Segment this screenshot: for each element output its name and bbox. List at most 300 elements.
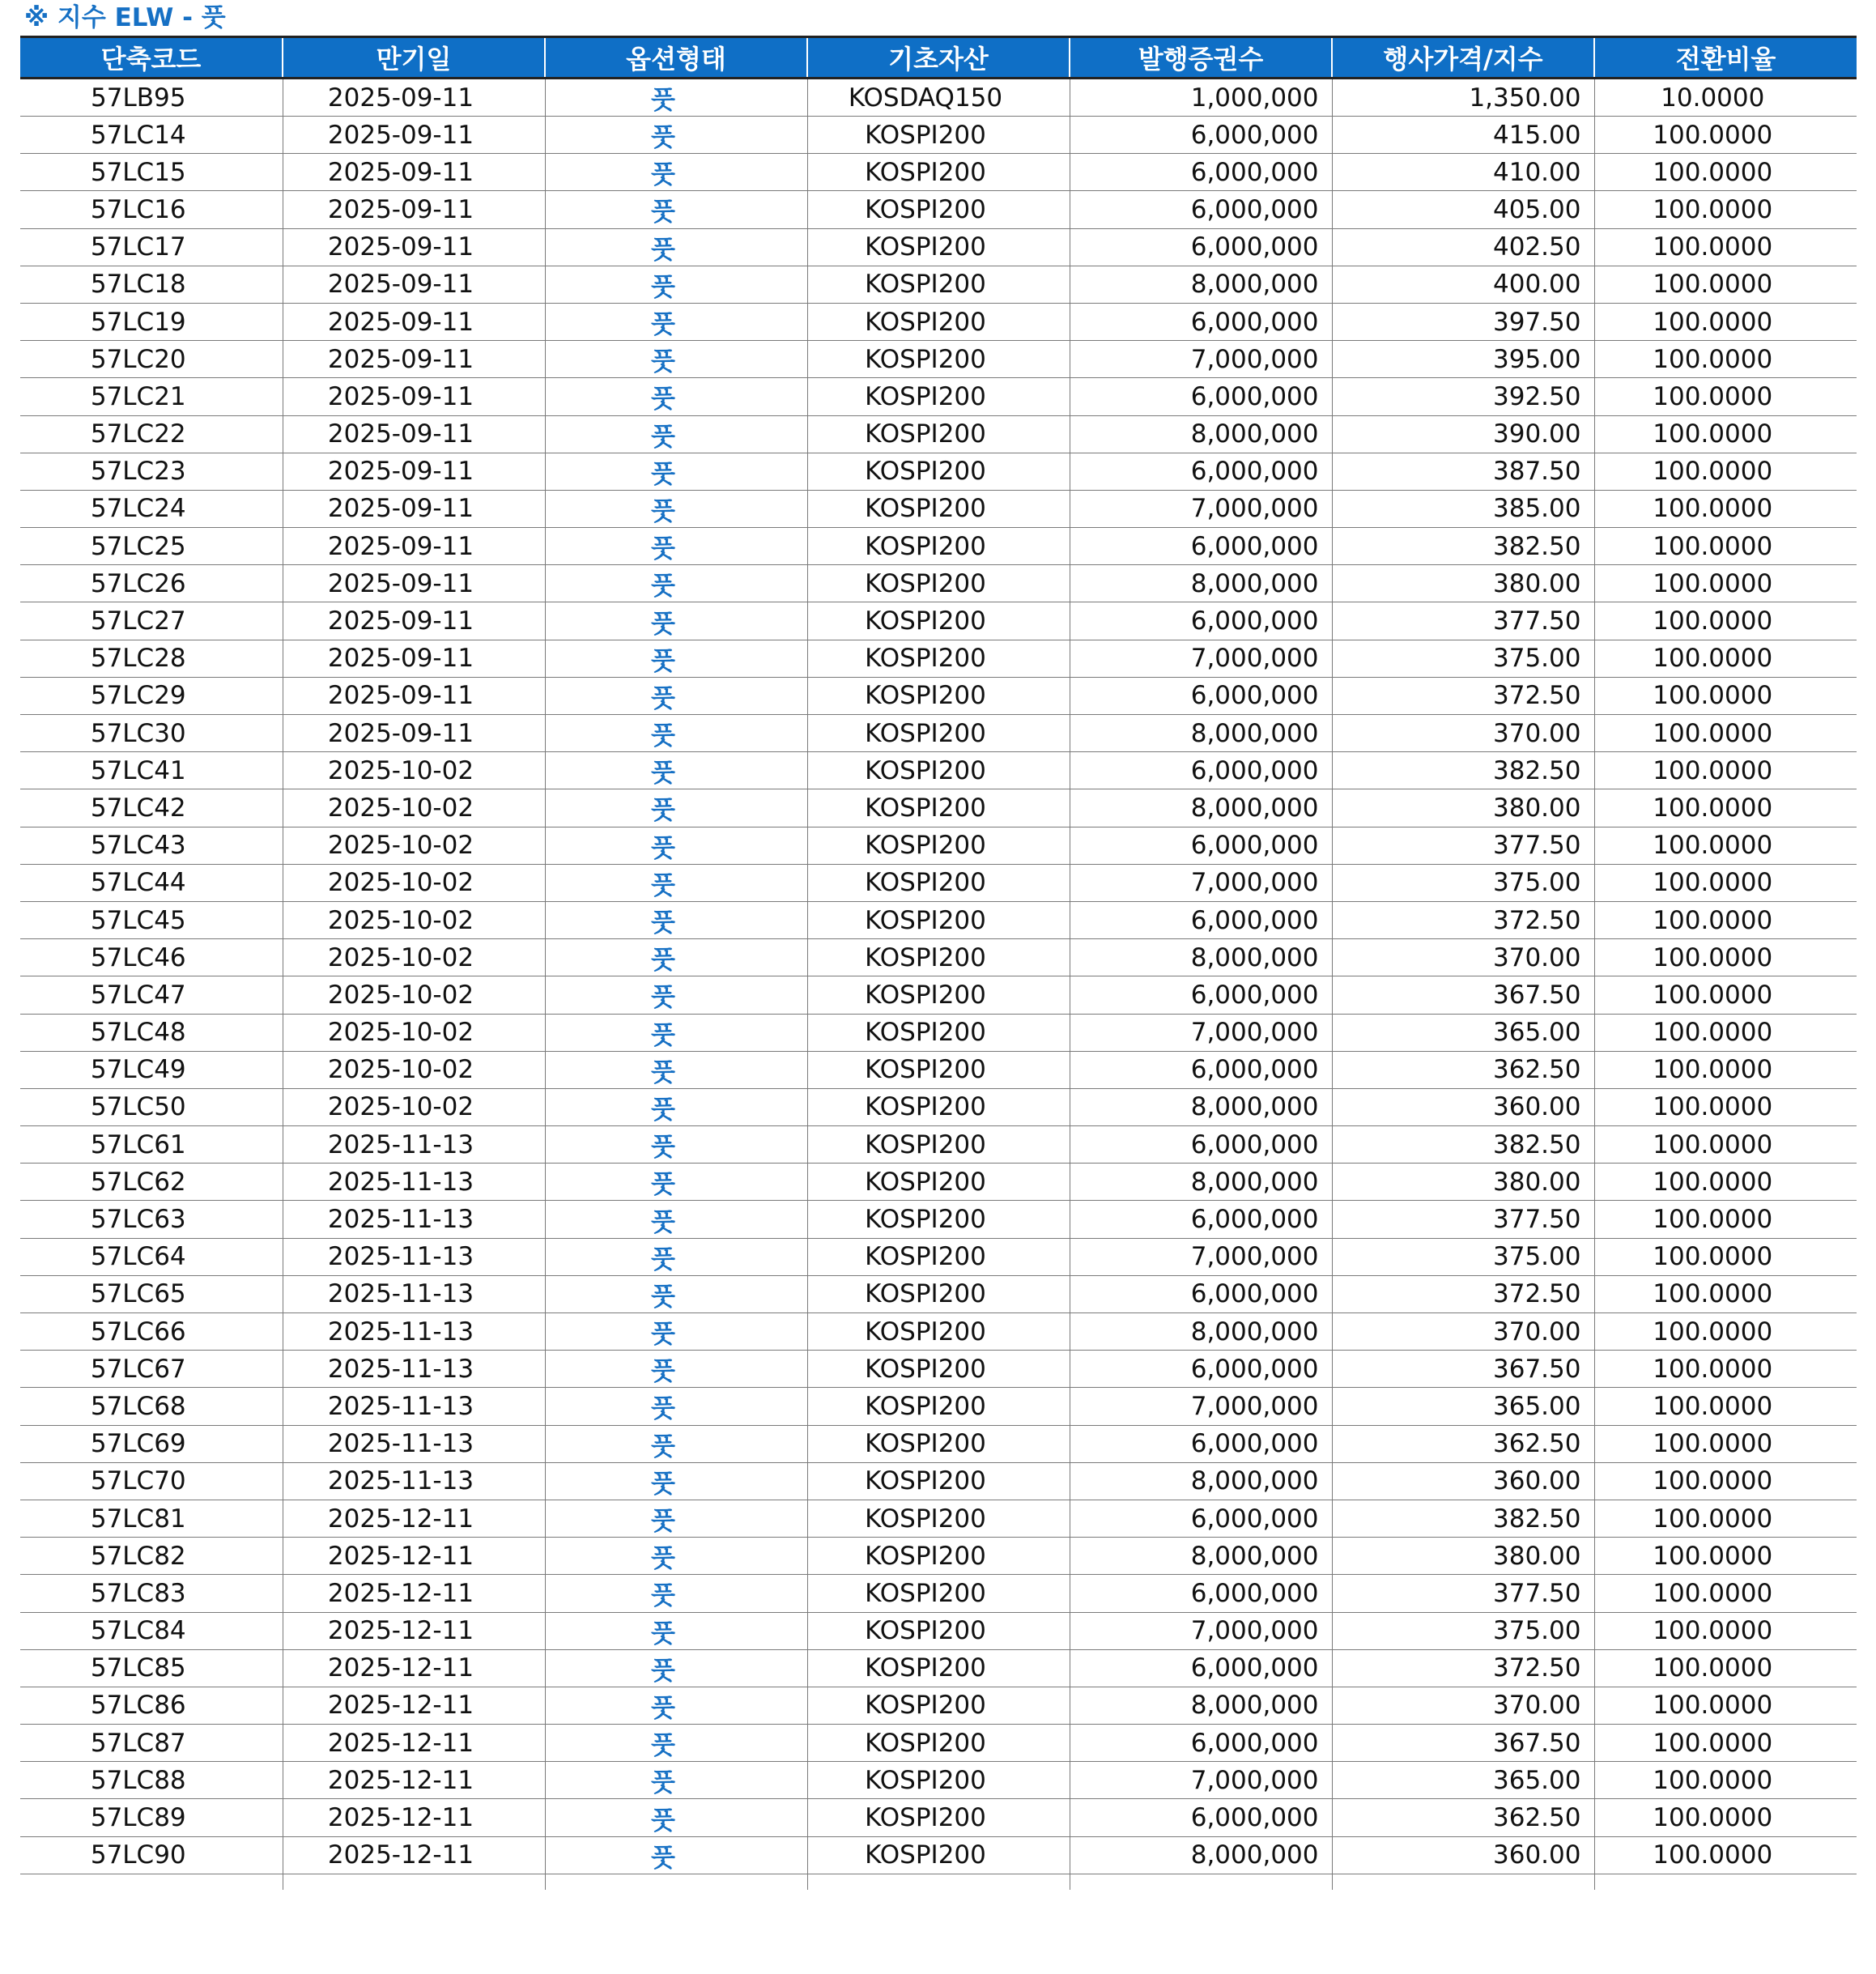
short-code-cell: 57LC50 <box>20 1088 283 1125</box>
strike-price-cell: 370.00 <box>1332 939 1594 976</box>
maturity-date-cell: 2025-12-11 <box>283 1725 545 1762</box>
table-row <box>20 976 1857 1014</box>
issued-quantity-cell: 7,000,000 <box>1070 1238 1332 1275</box>
table-row <box>20 1425 1857 1462</box>
strike-price-cell: 372.50 <box>1332 901 1594 938</box>
table-row <box>20 378 1857 415</box>
underlying-asset-cell: KOSPI200 <box>807 1351 1070 1388</box>
conversion-ratio-cell: 100.0000 <box>1594 715 1857 752</box>
option-type-cell: 풋 <box>545 1351 807 1388</box>
underlying-asset-cell: KOSPI200 <box>807 117 1070 154</box>
short-code-cell: 57LC24 <box>20 490 283 527</box>
table-row <box>20 602 1857 640</box>
short-code-cell: 57LC88 <box>20 1762 283 1799</box>
conversion-ratio-cell: 100.0000 <box>1594 939 1857 976</box>
strike-price-cell: 382.50 <box>1332 528 1594 565</box>
issued-quantity-cell: 6,000,000 <box>1070 1275 1332 1312</box>
underlying-asset-cell: KOSPI200 <box>807 266 1070 303</box>
strike-price-cell: 372.50 <box>1332 1275 1594 1312</box>
table-row <box>20 1725 1857 1762</box>
short-code-cell: 57LC64 <box>20 1238 283 1275</box>
maturity-date-cell: 2025-09-11 <box>283 565 545 602</box>
column-header-issued-quantity: 발행증권수 <box>1070 37 1332 79</box>
strike-price-cell: 372.50 <box>1332 1649 1594 1687</box>
option-type-cell: 풋 <box>545 79 807 117</box>
option-type-cell: 풋 <box>545 1575 807 1612</box>
short-code-cell: 57LC45 <box>20 901 283 938</box>
short-code-cell: 57LC66 <box>20 1313 283 1351</box>
maturity-date-cell: 2025-09-11 <box>283 453 545 490</box>
issued-quantity-cell: 8,000,000 <box>1070 415 1332 453</box>
option-type-cell: 풋 <box>545 1500 807 1537</box>
table-row <box>20 228 1857 266</box>
underlying-asset-cell: KOSPI200 <box>807 1462 1070 1500</box>
table-row <box>20 79 1857 117</box>
maturity-date-cell: 2025-09-11 <box>283 228 545 266</box>
conversion-ratio-cell: 100.0000 <box>1594 191 1857 228</box>
conversion-ratio-cell: 100.0000 <box>1594 901 1857 938</box>
table-body <box>20 79 1857 1891</box>
table-row <box>20 1164 1857 1201</box>
issued-quantity-cell: 6,000,000 <box>1070 378 1332 415</box>
short-code-cell: 57LC44 <box>20 864 283 901</box>
short-code-cell: 57LC20 <box>20 341 283 378</box>
issued-quantity-cell: 8,000,000 <box>1070 939 1332 976</box>
issued-quantity-cell: 6,000,000 <box>1070 1725 1332 1762</box>
short-code-cell: 57LC69 <box>20 1425 283 1462</box>
issued-quantity-cell: 6,000,000 <box>1070 1201 1332 1238</box>
maturity-date-cell: 2025-11-13 <box>283 1462 545 1500</box>
issued-quantity-cell: 1,000,000 <box>1070 79 1332 117</box>
table-row <box>20 1762 1857 1799</box>
issued-quantity-cell: 6,000,000 <box>1070 602 1332 640</box>
strike-price-cell: 375.00 <box>1332 1612 1594 1649</box>
conversion-ratio-cell: 100.0000 <box>1594 1500 1857 1537</box>
maturity-date-cell: 2025-09-11 <box>283 154 545 191</box>
maturity-date-cell: 2025-12-11 <box>283 1612 545 1649</box>
underlying-asset-cell: KOSPI200 <box>807 1126 1070 1164</box>
option-type-cell: 풋 <box>545 117 807 154</box>
strike-price-cell: 387.50 <box>1332 453 1594 490</box>
option-type-cell: 풋 <box>545 1051 807 1088</box>
conversion-ratio-cell: 100.0000 <box>1594 378 1857 415</box>
table-row <box>20 1799 1857 1836</box>
maturity-date-cell: 2025-09-11 <box>283 490 545 527</box>
conversion-ratio-cell: 100.0000 <box>1594 1014 1857 1051</box>
issued-quantity-cell: 6,000,000 <box>1070 1126 1332 1164</box>
underlying-asset-cell: KOSPI200 <box>807 565 1070 602</box>
underlying-asset-cell: KOSPI200 <box>807 228 1070 266</box>
underlying-asset-cell: KOSPI200 <box>807 1201 1070 1238</box>
maturity-date-cell: 2025-11-13 <box>283 1126 545 1164</box>
short-code-cell: 57LC28 <box>20 640 283 677</box>
empty-cell <box>545 1874 807 1890</box>
maturity-date-cell: 2025-10-02 <box>283 939 545 976</box>
issued-quantity-cell: 6,000,000 <box>1070 154 1332 191</box>
table-row <box>20 901 1857 938</box>
strike-price-cell: 400.00 <box>1332 266 1594 303</box>
underlying-asset-cell: KOSPI200 <box>807 752 1070 789</box>
short-code-cell: 57LC19 <box>20 303 283 340</box>
conversion-ratio-cell: 100.0000 <box>1594 1088 1857 1125</box>
issued-quantity-cell: 6,000,000 <box>1070 1051 1332 1088</box>
option-type-cell: 풋 <box>545 1164 807 1201</box>
maturity-date-cell: 2025-11-13 <box>283 1351 545 1388</box>
maturity-date-cell: 2025-09-11 <box>283 266 545 303</box>
conversion-ratio-cell: 100.0000 <box>1594 752 1857 789</box>
underlying-asset-cell: KOSPI200 <box>807 1762 1070 1799</box>
maturity-date-cell: 2025-10-02 <box>283 827 545 864</box>
strike-price-cell: 385.00 <box>1332 490 1594 527</box>
option-type-cell: 풋 <box>545 1313 807 1351</box>
table-row <box>20 1649 1857 1687</box>
maturity-date-cell: 2025-11-13 <box>283 1238 545 1275</box>
underlying-asset-cell: KOSPI200 <box>807 1238 1070 1275</box>
issued-quantity-cell: 6,000,000 <box>1070 1649 1332 1687</box>
table-row <box>20 1201 1857 1238</box>
issued-quantity-cell: 6,000,000 <box>1070 453 1332 490</box>
strike-price-cell: 365.00 <box>1332 1388 1594 1425</box>
issued-quantity-cell: 6,000,000 <box>1070 228 1332 266</box>
issued-quantity-cell: 8,000,000 <box>1070 1462 1332 1500</box>
strike-price-cell: 360.00 <box>1332 1462 1594 1500</box>
issued-quantity-cell: 8,000,000 <box>1070 1164 1332 1201</box>
maturity-date-cell: 2025-10-02 <box>283 752 545 789</box>
strike-price-cell: 395.00 <box>1332 341 1594 378</box>
issued-quantity-cell: 7,000,000 <box>1070 1762 1332 1799</box>
empty-cell <box>1070 1874 1332 1890</box>
maturity-date-cell: 2025-11-13 <box>283 1425 545 1462</box>
option-type-cell: 풋 <box>545 1762 807 1799</box>
conversion-ratio-cell: 100.0000 <box>1594 1051 1857 1088</box>
maturity-date-cell: 2025-10-02 <box>283 789 545 827</box>
issued-quantity-cell: 8,000,000 <box>1070 1687 1332 1724</box>
column-header-maturity-date: 만기일 <box>283 37 545 79</box>
strike-price-cell: 360.00 <box>1332 1088 1594 1125</box>
table-row <box>20 1351 1857 1388</box>
underlying-asset-cell: KOSPI200 <box>807 1575 1070 1612</box>
conversion-ratio-cell: 100.0000 <box>1594 1164 1857 1201</box>
short-code-cell: 57LC82 <box>20 1538 283 1575</box>
conversion-ratio-cell: 100.0000 <box>1594 789 1857 827</box>
issued-quantity-cell: 6,000,000 <box>1070 976 1332 1014</box>
conversion-ratio-cell: 100.0000 <box>1594 154 1857 191</box>
table-row <box>20 1836 1857 1874</box>
short-code-cell: 57LC89 <box>20 1799 283 1836</box>
issued-quantity-cell: 7,000,000 <box>1070 864 1332 901</box>
conversion-ratio-cell: 100.0000 <box>1594 1649 1857 1687</box>
strike-price-cell: 370.00 <box>1332 1313 1594 1351</box>
strike-price-cell: 382.50 <box>1332 1500 1594 1537</box>
underlying-asset-cell: KOSPI200 <box>807 1725 1070 1762</box>
issued-quantity-cell: 6,000,000 <box>1070 827 1332 864</box>
strike-price-cell: 380.00 <box>1332 1164 1594 1201</box>
conversion-ratio-cell: 100.0000 <box>1594 341 1857 378</box>
conversion-ratio-cell: 100.0000 <box>1594 1275 1857 1312</box>
option-type-cell: 풋 <box>545 789 807 827</box>
table-row <box>20 1462 1857 1500</box>
short-code-cell: 57LC62 <box>20 1164 283 1201</box>
table-row <box>20 864 1857 901</box>
maturity-date-cell: 2025-12-11 <box>283 1538 545 1575</box>
option-type-cell: 풋 <box>545 1425 807 1462</box>
strike-price-cell: 380.00 <box>1332 565 1594 602</box>
option-type-cell: 풋 <box>545 191 807 228</box>
table-row <box>20 715 1857 752</box>
underlying-asset-cell: KOSPI200 <box>807 341 1070 378</box>
underlying-asset-cell: KOSPI200 <box>807 490 1070 527</box>
maturity-date-cell: 2025-10-02 <box>283 976 545 1014</box>
option-type-cell: 풋 <box>545 490 807 527</box>
conversion-ratio-cell: 100.0000 <box>1594 1351 1857 1388</box>
strike-price-cell: 392.50 <box>1332 378 1594 415</box>
underlying-asset-cell: KOSPI200 <box>807 415 1070 453</box>
conversion-ratio-cell: 100.0000 <box>1594 1126 1857 1164</box>
underlying-asset-cell: KOSPI200 <box>807 1612 1070 1649</box>
conversion-ratio-cell: 100.0000 <box>1594 453 1857 490</box>
option-type-cell: 풋 <box>545 228 807 266</box>
issued-quantity-cell: 7,000,000 <box>1070 490 1332 527</box>
conversion-ratio-cell: 100.0000 <box>1594 602 1857 640</box>
issued-quantity-cell: 7,000,000 <box>1070 1388 1332 1425</box>
table-row <box>20 1538 1857 1575</box>
option-type-cell: 풋 <box>545 901 807 938</box>
underlying-asset-cell: KOSPI200 <box>807 378 1070 415</box>
maturity-date-cell: 2025-09-11 <box>283 117 545 154</box>
conversion-ratio-cell: 100.0000 <box>1594 1425 1857 1462</box>
strike-price-cell: 380.00 <box>1332 789 1594 827</box>
conversion-ratio-cell: 100.0000 <box>1594 677 1857 714</box>
issued-quantity-cell: 8,000,000 <box>1070 565 1332 602</box>
strike-price-cell: 370.00 <box>1332 1687 1594 1724</box>
conversion-ratio-cell: 10.0000 <box>1594 79 1857 117</box>
conversion-ratio-cell: 100.0000 <box>1594 1799 1857 1836</box>
underlying-asset-cell: KOSPI200 <box>807 1649 1070 1687</box>
conversion-ratio-cell: 100.0000 <box>1594 1612 1857 1649</box>
strike-price-cell: 362.50 <box>1332 1799 1594 1836</box>
conversion-ratio-cell: 100.0000 <box>1594 1575 1857 1612</box>
option-type-cell: 풋 <box>545 266 807 303</box>
table-row <box>20 752 1857 789</box>
table-row <box>20 1088 1857 1125</box>
strike-price-cell: 382.50 <box>1332 1126 1594 1164</box>
maturity-date-cell: 2025-09-11 <box>283 528 545 565</box>
option-type-cell: 풋 <box>545 1687 807 1724</box>
conversion-ratio-cell: 100.0000 <box>1594 1687 1857 1724</box>
option-type-cell: 풋 <box>545 1836 807 1874</box>
option-type-cell: 풋 <box>545 341 807 378</box>
short-code-cell: 57LC15 <box>20 154 283 191</box>
short-code-cell: 57LC18 <box>20 266 283 303</box>
maturity-date-cell: 2025-10-02 <box>283 901 545 938</box>
issued-quantity-cell: 6,000,000 <box>1070 1575 1332 1612</box>
underlying-asset-cell: KOSPI200 <box>807 1538 1070 1575</box>
strike-price-cell: 382.50 <box>1332 752 1594 789</box>
issued-quantity-cell: 8,000,000 <box>1070 1313 1332 1351</box>
short-code-cell: 57LC16 <box>20 191 283 228</box>
strike-price-cell: 370.00 <box>1332 715 1594 752</box>
table-row <box>20 1238 1857 1275</box>
short-code-cell: 57LC67 <box>20 1351 283 1388</box>
issued-quantity-cell: 8,000,000 <box>1070 1538 1332 1575</box>
maturity-date-cell: 2025-12-11 <box>283 1575 545 1612</box>
option-type-cell: 풋 <box>545 1649 807 1687</box>
underlying-asset-cell: KOSPI200 <box>807 939 1070 976</box>
option-type-cell: 풋 <box>545 453 807 490</box>
option-type-cell: 풋 <box>545 1126 807 1164</box>
conversion-ratio-cell: 100.0000 <box>1594 266 1857 303</box>
short-code-cell: 57LC27 <box>20 602 283 640</box>
table-row <box>20 677 1857 714</box>
table-row <box>20 154 1857 191</box>
issued-quantity-cell: 6,000,000 <box>1070 528 1332 565</box>
underlying-asset-cell: KOSPI200 <box>807 1500 1070 1537</box>
strike-price-cell: 1,350.00 <box>1332 79 1594 117</box>
maturity-date-cell: 2025-09-11 <box>283 415 545 453</box>
strike-price-cell: 377.50 <box>1332 602 1594 640</box>
maturity-date-cell: 2025-12-11 <box>283 1649 545 1687</box>
option-type-cell: 풋 <box>545 1462 807 1500</box>
issued-quantity-cell: 8,000,000 <box>1070 789 1332 827</box>
issued-quantity-cell: 6,000,000 <box>1070 752 1332 789</box>
issued-quantity-cell: 6,000,000 <box>1070 191 1332 228</box>
option-type-cell: 풋 <box>545 1014 807 1051</box>
option-type-cell: 풋 <box>545 378 807 415</box>
issued-quantity-cell: 6,000,000 <box>1070 117 1332 154</box>
underlying-asset-cell: KOSPI200 <box>807 827 1070 864</box>
short-code-cell: 57LC29 <box>20 677 283 714</box>
underlying-asset-cell: KOSPI200 <box>807 715 1070 752</box>
table-row <box>20 565 1857 602</box>
underlying-asset-cell: KOSPI200 <box>807 453 1070 490</box>
maturity-date-cell: 2025-09-11 <box>283 640 545 677</box>
strike-price-cell: 360.00 <box>1332 1836 1594 1874</box>
page-title: ※ 지수 ELW - 풋 <box>24 3 226 32</box>
maturity-date-cell: 2025-09-11 <box>283 303 545 340</box>
option-type-cell: 풋 <box>545 1799 807 1836</box>
strike-price-cell: 365.00 <box>1332 1762 1594 1799</box>
issued-quantity-cell: 8,000,000 <box>1070 1836 1332 1874</box>
strike-price-cell: 402.50 <box>1332 228 1594 266</box>
table-row <box>20 415 1857 453</box>
strike-price-cell: 405.00 <box>1332 191 1594 228</box>
short-code-cell: 57LC84 <box>20 1612 283 1649</box>
issued-quantity-cell: 6,000,000 <box>1070 1351 1332 1388</box>
issued-quantity-cell: 6,000,000 <box>1070 1799 1332 1836</box>
table-row <box>20 1126 1857 1164</box>
table-row <box>20 528 1857 565</box>
underlying-asset-cell: KOSPI200 <box>807 154 1070 191</box>
issued-quantity-cell: 7,000,000 <box>1070 1612 1332 1649</box>
short-code-cell: 57LC41 <box>20 752 283 789</box>
underlying-asset-cell: KOSPI200 <box>807 1313 1070 1351</box>
empty-cell <box>807 1874 1070 1890</box>
strike-price-cell: 377.50 <box>1332 827 1594 864</box>
option-type-cell: 풋 <box>545 528 807 565</box>
short-code-cell: 57LC21 <box>20 378 283 415</box>
strike-price-cell: 367.50 <box>1332 976 1594 1014</box>
strike-price-cell: 377.50 <box>1332 1575 1594 1612</box>
table-row <box>20 1612 1857 1649</box>
option-type-cell: 풋 <box>545 1201 807 1238</box>
maturity-date-cell: 2025-09-11 <box>283 79 545 117</box>
maturity-date-cell: 2025-09-11 <box>283 191 545 228</box>
short-code-cell: 57LC81 <box>20 1500 283 1537</box>
underlying-asset-cell: KOSPI200 <box>807 1425 1070 1462</box>
issued-quantity-cell: 8,000,000 <box>1070 1088 1332 1125</box>
strike-price-cell: 367.50 <box>1332 1351 1594 1388</box>
table-row <box>20 303 1857 340</box>
option-type-cell: 풋 <box>545 677 807 714</box>
short-code-cell: 57LC90 <box>20 1836 283 1874</box>
issued-quantity-cell: 8,000,000 <box>1070 266 1332 303</box>
short-code-cell: 57LC30 <box>20 715 283 752</box>
conversion-ratio-cell: 100.0000 <box>1594 1538 1857 1575</box>
strike-price-cell: 362.50 <box>1332 1425 1594 1462</box>
short-code-cell: 57LC26 <box>20 565 283 602</box>
table-row <box>20 1388 1857 1425</box>
issued-quantity-cell: 7,000,000 <box>1070 640 1332 677</box>
empty-cell <box>20 1874 283 1890</box>
issued-quantity-cell: 6,000,000 <box>1070 303 1332 340</box>
conversion-ratio-cell: 100.0000 <box>1594 1201 1857 1238</box>
table-row <box>20 341 1857 378</box>
strike-price-cell: 375.00 <box>1332 864 1594 901</box>
maturity-date-cell: 2025-12-11 <box>283 1799 545 1836</box>
elw-put-table <box>20 36 1857 1890</box>
short-code-cell: 57LC86 <box>20 1687 283 1724</box>
short-code-cell: 57LC46 <box>20 939 283 976</box>
underlying-asset-cell: KOSPI200 <box>807 1275 1070 1312</box>
strike-price-cell: 380.00 <box>1332 1538 1594 1575</box>
underlying-asset-cell: KOSPI200 <box>807 191 1070 228</box>
column-header-conversion-ratio: 전환비율 <box>1594 37 1857 79</box>
issued-quantity-cell: 6,000,000 <box>1070 1500 1332 1537</box>
short-code-cell: 57LC22 <box>20 415 283 453</box>
table-row <box>20 640 1857 677</box>
table-header-row <box>20 37 1857 79</box>
maturity-date-cell: 2025-12-11 <box>283 1687 545 1724</box>
issued-quantity-cell: 7,000,000 <box>1070 341 1332 378</box>
strike-price-cell: 415.00 <box>1332 117 1594 154</box>
table-row <box>20 490 1857 527</box>
conversion-ratio-cell: 100.0000 <box>1594 117 1857 154</box>
strike-price-cell: 410.00 <box>1332 154 1594 191</box>
option-type-cell: 풋 <box>545 602 807 640</box>
option-type-cell: 풋 <box>545 939 807 976</box>
maturity-date-cell: 2025-11-13 <box>283 1201 545 1238</box>
option-type-cell: 풋 <box>545 1088 807 1125</box>
strike-price-cell: 367.50 <box>1332 1725 1594 1762</box>
short-code-cell: 57LC61 <box>20 1126 283 1164</box>
short-code-cell: 57LC87 <box>20 1725 283 1762</box>
option-type-cell: 풋 <box>545 303 807 340</box>
issued-quantity-cell: 8,000,000 <box>1070 715 1332 752</box>
strike-price-cell: 365.00 <box>1332 1014 1594 1051</box>
strike-price-cell: 375.00 <box>1332 640 1594 677</box>
table-row <box>20 789 1857 827</box>
issued-quantity-cell: 6,000,000 <box>1070 677 1332 714</box>
empty-cell <box>1594 1874 1857 1890</box>
conversion-ratio-cell: 100.0000 <box>1594 565 1857 602</box>
table-row <box>20 827 1857 864</box>
strike-price-cell: 362.50 <box>1332 1051 1594 1088</box>
maturity-date-cell: 2025-12-11 <box>283 1500 545 1537</box>
conversion-ratio-cell: 100.0000 <box>1594 303 1857 340</box>
short-code-cell: 57LC49 <box>20 1051 283 1088</box>
short-code-cell: 57LC14 <box>20 117 283 154</box>
issued-quantity-cell: 7,000,000 <box>1070 1014 1332 1051</box>
